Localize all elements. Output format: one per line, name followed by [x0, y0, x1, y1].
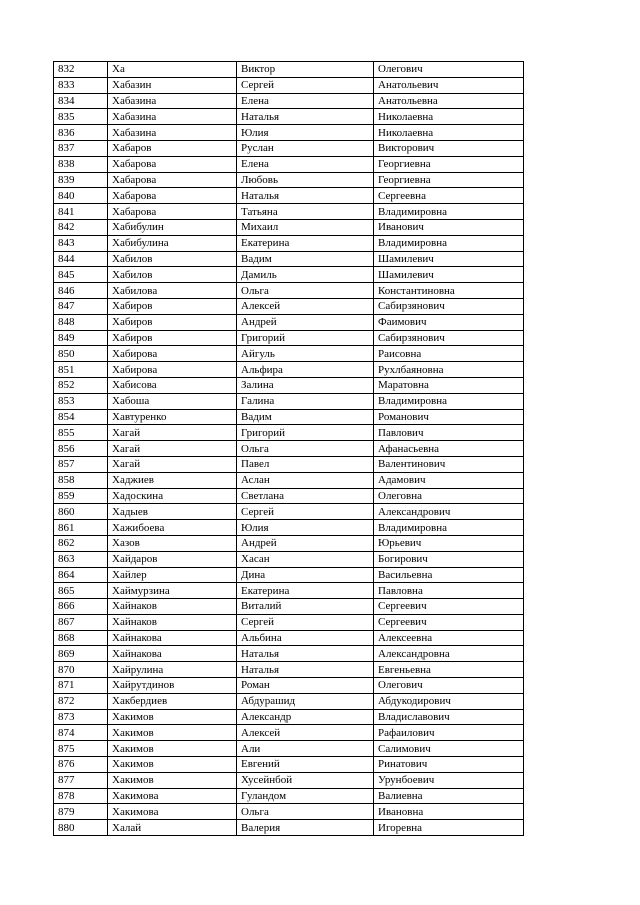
last-name-cell: Хабиров	[108, 298, 237, 314]
patronymic-cell: Владимировна	[374, 204, 524, 220]
patronymic-cell: Владимировна	[374, 235, 524, 251]
row-number-cell: 848	[54, 314, 108, 330]
patronymic-cell: Юрьевич	[374, 535, 524, 551]
first-name-cell: Александр	[237, 709, 374, 725]
first-name-cell: Юлия	[237, 125, 374, 141]
row-number-cell: 876	[54, 757, 108, 773]
table-row	[54, 140, 524, 156]
table-row	[54, 156, 524, 172]
row-number-cell: 844	[54, 251, 108, 267]
row-number-cell: 866	[54, 599, 108, 615]
table-row	[54, 520, 524, 536]
last-name-cell: Хаймурзина	[108, 583, 237, 599]
row-number-cell: 853	[54, 393, 108, 409]
table-row	[54, 251, 524, 267]
first-name-cell: Али	[237, 741, 374, 757]
last-name-cell: Хабазин	[108, 77, 237, 93]
row-number-cell: 879	[54, 804, 108, 820]
first-name-cell: Любовь	[237, 172, 374, 188]
patronymic-cell: Салимович	[374, 741, 524, 757]
first-name-cell: Павел	[237, 456, 374, 472]
last-name-cell: Хазов	[108, 535, 237, 551]
first-name-cell: Евгений	[237, 757, 374, 773]
first-name-cell: Екатерина	[237, 583, 374, 599]
first-name-cell: Абдурашид	[237, 693, 374, 709]
name-roster-body	[54, 62, 524, 836]
patronymic-cell: Владимировна	[374, 393, 524, 409]
first-name-cell: Ольга	[237, 804, 374, 820]
row-number-cell: 845	[54, 267, 108, 283]
first-name-cell: Наталья	[237, 188, 374, 204]
table-row	[54, 614, 524, 630]
row-number-cell: 861	[54, 520, 108, 536]
table-row	[54, 504, 524, 520]
first-name-cell: Галина	[237, 393, 374, 409]
row-number-cell: 872	[54, 693, 108, 709]
patronymic-cell: Константиновна	[374, 283, 524, 299]
row-number-cell: 869	[54, 646, 108, 662]
row-number-cell: 857	[54, 456, 108, 472]
last-name-cell: Хайнакова	[108, 630, 237, 646]
table-row	[54, 820, 524, 836]
last-name-cell: Хабарова	[108, 156, 237, 172]
last-name-cell: Хакимов	[108, 772, 237, 788]
table-row	[54, 267, 524, 283]
first-name-cell: Елена	[237, 156, 374, 172]
patronymic-cell: Богирович	[374, 551, 524, 567]
first-name-cell: Наталья	[237, 109, 374, 125]
row-number-cell: 859	[54, 488, 108, 504]
patronymic-cell: Игоревна	[374, 820, 524, 836]
row-number-cell: 877	[54, 772, 108, 788]
document-page	[53, 61, 523, 836]
patronymic-cell: Сергеевич	[374, 614, 524, 630]
table-row	[54, 441, 524, 457]
patronymic-cell: Сабирзянович	[374, 298, 524, 314]
last-name-cell: Хабарова	[108, 172, 237, 188]
row-number-cell: 834	[54, 93, 108, 109]
row-number-cell: 835	[54, 109, 108, 125]
first-name-cell: Сергей	[237, 77, 374, 93]
last-name-cell: Хагай	[108, 441, 237, 457]
patronymic-cell: Рафаилович	[374, 725, 524, 741]
table-row	[54, 757, 524, 773]
first-name-cell: Светлана	[237, 488, 374, 504]
first-name-cell: Ольга	[237, 283, 374, 299]
patronymic-cell: Васильевна	[374, 567, 524, 583]
patronymic-cell: Олеговна	[374, 488, 524, 504]
last-name-cell: Хабиров	[108, 330, 237, 346]
first-name-cell: Вадим	[237, 251, 374, 267]
first-name-cell: Татьяна	[237, 204, 374, 220]
patronymic-cell: Анатольевна	[374, 93, 524, 109]
patronymic-cell: Рухлбаяновна	[374, 362, 524, 378]
first-name-cell: Гуландом	[237, 788, 374, 804]
patronymic-cell: Георгиевна	[374, 172, 524, 188]
first-name-cell: Андрей	[237, 535, 374, 551]
row-number-cell: 839	[54, 172, 108, 188]
patronymic-cell: Владимировна	[374, 520, 524, 536]
last-name-cell: Хабоша	[108, 393, 237, 409]
patronymic-cell: Евгеньевна	[374, 662, 524, 678]
last-name-cell: Хакимов	[108, 741, 237, 757]
patronymic-cell: Николаевна	[374, 125, 524, 141]
patronymic-cell: Ринатович	[374, 757, 524, 773]
last-name-cell: Хайрулина	[108, 662, 237, 678]
row-number-cell: 863	[54, 551, 108, 567]
last-name-cell: Хабилов	[108, 267, 237, 283]
last-name-cell: Хабазина	[108, 93, 237, 109]
last-name-cell: Хабибулина	[108, 235, 237, 251]
first-name-cell: Роман	[237, 678, 374, 694]
row-number-cell: 860	[54, 504, 108, 520]
first-name-cell: Григорий	[237, 425, 374, 441]
last-name-cell: Хайнаков	[108, 614, 237, 630]
table-row	[54, 709, 524, 725]
first-name-cell: Наталья	[237, 646, 374, 662]
patronymic-cell: Николаевна	[374, 109, 524, 125]
table-row	[54, 599, 524, 615]
patronymic-cell: Анатольевич	[374, 77, 524, 93]
table-row	[54, 283, 524, 299]
row-number-cell: 873	[54, 709, 108, 725]
patronymic-cell: Адамович	[374, 472, 524, 488]
patronymic-cell: Иванович	[374, 219, 524, 235]
first-name-cell: Григорий	[237, 330, 374, 346]
row-number-cell: 856	[54, 441, 108, 457]
patronymic-cell: Сабирзянович	[374, 330, 524, 346]
table-row	[54, 109, 524, 125]
row-number-cell: 858	[54, 472, 108, 488]
table-row	[54, 456, 524, 472]
last-name-cell: Хайлер	[108, 567, 237, 583]
last-name-cell: Хабарова	[108, 188, 237, 204]
last-name-cell: Хагай	[108, 425, 237, 441]
first-name-cell: Айгуль	[237, 346, 374, 362]
patronymic-cell: Маратовна	[374, 377, 524, 393]
row-number-cell: 832	[54, 62, 108, 78]
table-row	[54, 741, 524, 757]
row-number-cell: 878	[54, 788, 108, 804]
patronymic-cell: Павлович	[374, 425, 524, 441]
table-row	[54, 219, 524, 235]
table-row	[54, 630, 524, 646]
row-number-cell: 842	[54, 219, 108, 235]
patronymic-cell: Олегович	[374, 62, 524, 78]
first-name-cell: Альбина	[237, 630, 374, 646]
table-row	[54, 62, 524, 78]
table-row	[54, 393, 524, 409]
row-number-cell: 864	[54, 567, 108, 583]
row-number-cell: 838	[54, 156, 108, 172]
last-name-cell: Хакбердиев	[108, 693, 237, 709]
patronymic-cell: Павловна	[374, 583, 524, 599]
last-name-cell: Хайдаров	[108, 551, 237, 567]
last-name-cell: Хакимова	[108, 804, 237, 820]
row-number-cell: 865	[54, 583, 108, 599]
first-name-cell: Вадим	[237, 409, 374, 425]
table-row	[54, 425, 524, 441]
first-name-cell: Виктор	[237, 62, 374, 78]
first-name-cell: Ольга	[237, 441, 374, 457]
row-number-cell: 867	[54, 614, 108, 630]
last-name-cell: Хабилов	[108, 251, 237, 267]
row-number-cell: 840	[54, 188, 108, 204]
last-name-cell: Хакимова	[108, 788, 237, 804]
table-row	[54, 93, 524, 109]
row-number-cell: 851	[54, 362, 108, 378]
table-row	[54, 725, 524, 741]
row-number-cell: 862	[54, 535, 108, 551]
first-name-cell: Хасан	[237, 551, 374, 567]
last-name-cell: Хабарова	[108, 204, 237, 220]
last-name-cell: Хакимов	[108, 757, 237, 773]
last-name-cell: Хабисова	[108, 377, 237, 393]
patronymic-cell: Валентинович	[374, 456, 524, 472]
last-name-cell: Хабазина	[108, 109, 237, 125]
first-name-cell: Елена	[237, 93, 374, 109]
patronymic-cell: Олегович	[374, 678, 524, 694]
patronymic-cell: Александровна	[374, 646, 524, 662]
last-name-cell: Хайнакова	[108, 646, 237, 662]
last-name-cell: Хадыев	[108, 504, 237, 520]
table-row	[54, 583, 524, 599]
first-name-cell: Наталья	[237, 662, 374, 678]
table-row	[54, 172, 524, 188]
last-name-cell: Хакимов	[108, 725, 237, 741]
table-row	[54, 788, 524, 804]
first-name-cell: Залина	[237, 377, 374, 393]
patronymic-cell: Фаимович	[374, 314, 524, 330]
row-number-cell: 843	[54, 235, 108, 251]
patronymic-cell: Урунбоевич	[374, 772, 524, 788]
last-name-cell: Хажибоева	[108, 520, 237, 536]
row-number-cell: 874	[54, 725, 108, 741]
table-row	[54, 662, 524, 678]
row-number-cell: 847	[54, 298, 108, 314]
last-name-cell: Хабирова	[108, 346, 237, 362]
first-name-cell: Руслан	[237, 140, 374, 156]
last-name-cell: Хабибулин	[108, 219, 237, 235]
row-number-cell: 837	[54, 140, 108, 156]
name-roster-table	[53, 61, 524, 836]
table-row	[54, 567, 524, 583]
patronymic-cell: Романович	[374, 409, 524, 425]
row-number-cell: 846	[54, 283, 108, 299]
table-row	[54, 472, 524, 488]
first-name-cell: Сергей	[237, 504, 374, 520]
table-row	[54, 551, 524, 567]
row-number-cell: 849	[54, 330, 108, 346]
first-name-cell: Алексей	[237, 298, 374, 314]
table-row	[54, 678, 524, 694]
last-name-cell: Хавтуренко	[108, 409, 237, 425]
first-name-cell: Андрей	[237, 314, 374, 330]
last-name-cell: Хайнаков	[108, 599, 237, 615]
last-name-cell: Хагай	[108, 456, 237, 472]
last-name-cell: Хабилова	[108, 283, 237, 299]
patronymic-cell: Георгиевна	[374, 156, 524, 172]
row-number-cell: 850	[54, 346, 108, 362]
first-name-cell: Михаил	[237, 219, 374, 235]
last-name-cell: Хайрутдинов	[108, 678, 237, 694]
patronymic-cell: Афанасьевна	[374, 441, 524, 457]
patronymic-cell: Валиевна	[374, 788, 524, 804]
first-name-cell: Хусейнбой	[237, 772, 374, 788]
table-row	[54, 330, 524, 346]
first-name-cell: Сергей	[237, 614, 374, 630]
row-number-cell: 855	[54, 425, 108, 441]
row-number-cell: 871	[54, 678, 108, 694]
first-name-cell: Дамиль	[237, 267, 374, 283]
table-row	[54, 298, 524, 314]
row-number-cell: 852	[54, 377, 108, 393]
table-row	[54, 804, 524, 820]
table-row	[54, 346, 524, 362]
table-row	[54, 772, 524, 788]
last-name-cell: Ха	[108, 62, 237, 78]
row-number-cell: 875	[54, 741, 108, 757]
table-row	[54, 362, 524, 378]
last-name-cell: Хаджиев	[108, 472, 237, 488]
patronymic-cell: Александрович	[374, 504, 524, 520]
patronymic-cell: Абдукодирович	[374, 693, 524, 709]
table-row	[54, 646, 524, 662]
first-name-cell: Юлия	[237, 520, 374, 536]
row-number-cell: 854	[54, 409, 108, 425]
last-name-cell: Хакимов	[108, 709, 237, 725]
last-name-cell: Хадоскина	[108, 488, 237, 504]
table-row	[54, 409, 524, 425]
table-row	[54, 204, 524, 220]
row-number-cell: 841	[54, 204, 108, 220]
row-number-cell: 836	[54, 125, 108, 141]
table-row	[54, 377, 524, 393]
row-number-cell: 833	[54, 77, 108, 93]
first-name-cell: Алексей	[237, 725, 374, 741]
table-row	[54, 188, 524, 204]
last-name-cell: Хабиров	[108, 314, 237, 330]
row-number-cell: 868	[54, 630, 108, 646]
first-name-cell: Виталий	[237, 599, 374, 615]
last-name-cell: Хабаров	[108, 140, 237, 156]
table-row	[54, 314, 524, 330]
patronymic-cell: Викторович	[374, 140, 524, 156]
patronymic-cell: Раисовна	[374, 346, 524, 362]
patronymic-cell: Алексеевна	[374, 630, 524, 646]
table-row	[54, 488, 524, 504]
last-name-cell: Хабирова	[108, 362, 237, 378]
table-row	[54, 693, 524, 709]
first-name-cell: Альфира	[237, 362, 374, 378]
first-name-cell: Екатерина	[237, 235, 374, 251]
first-name-cell: Валерия	[237, 820, 374, 836]
last-name-cell: Хабазина	[108, 125, 237, 141]
table-row	[54, 125, 524, 141]
table-row	[54, 77, 524, 93]
row-number-cell: 870	[54, 662, 108, 678]
first-name-cell: Аслан	[237, 472, 374, 488]
patronymic-cell: Шамилевич	[374, 251, 524, 267]
patronymic-cell: Владиславович	[374, 709, 524, 725]
patronymic-cell: Ивановна	[374, 804, 524, 820]
row-number-cell: 880	[54, 820, 108, 836]
last-name-cell: Халай	[108, 820, 237, 836]
first-name-cell: Дина	[237, 567, 374, 583]
patronymic-cell: Шамилевич	[374, 267, 524, 283]
patronymic-cell: Сергеевич	[374, 599, 524, 615]
table-row	[54, 535, 524, 551]
table-row	[54, 235, 524, 251]
patronymic-cell: Сергеевна	[374, 188, 524, 204]
